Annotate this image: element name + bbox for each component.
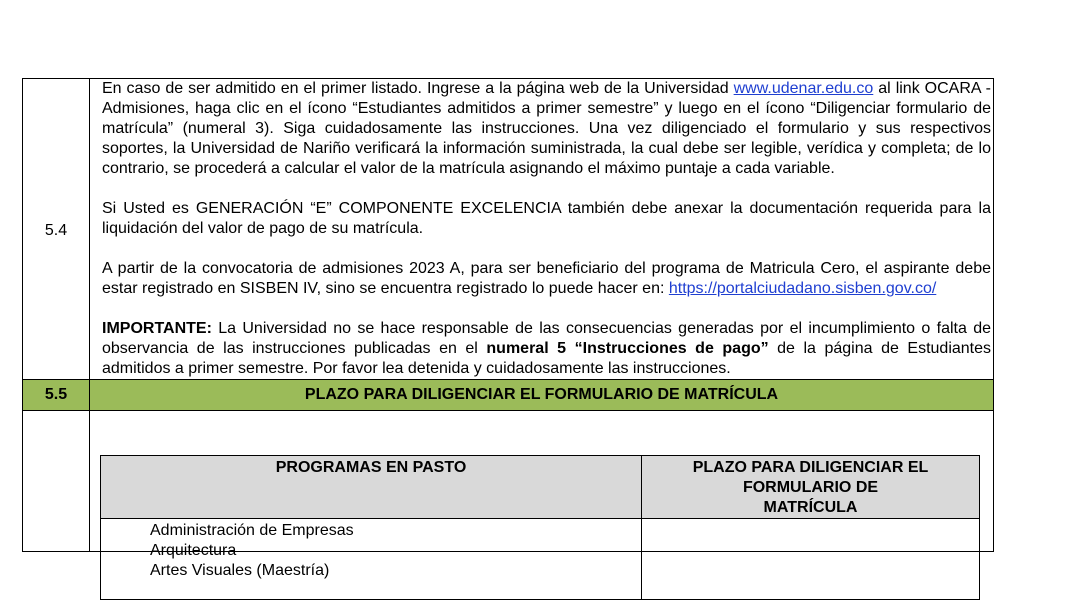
list-item: Artes Visuales (Maestría) — [150, 562, 330, 579]
programs-table-row — [101, 519, 980, 600]
paragraph-admitted: En caso de ser admitido en el primer listado. Ingrese a la página web de la Universidad www.udenar.edu.co al link OCARA - Admisiones, haga clic en el ícono “Estudiantes admitidos a primer semestre” y luego en el ícono “Diligenciar formulario de matrícula” (numeral 3). Siga cuidadosamente las instrucciones. Una vez diligenciado el formulario y sus respectivos soportes, la Universidad de Nariño verificará la información suministrada, la cual debe ser legible, verídica y completa; de lo contrario, se procederá a calcular el valor de la matrícula asignando el máximo puntaje a cada variable. — [102, 80, 991, 177]
section-content — [90, 79, 994, 380]
section-number: 5.4 — [44, 222, 68, 239]
programs-table — [100, 455, 980, 600]
program-list — [101, 519, 641, 581]
list-item: Arquitectura — [150, 542, 237, 559]
row-5-4 — [23, 79, 994, 380]
paragraph-importante: IMPORTANTE: La Universidad no se hace responsable de las consecuencias generadas por el incumplimiento o falta de observancia de las instrucciones publicadas en el numeral 5 “Instrucciones de pago” de la página de Estudiantes admitidos a primer semestre. Por favor lea detenida y cuidadosamente las instrucciones. — [102, 320, 992, 377]
udenar-link[interactable]: www.udenar.edu.co — [733, 80, 874, 97]
paragraph-sisben: A partir de la convocatoria de admisiones 2023 A, para ser beneficiario del programa de Matricula Cero, el aspirante debe estar registrado en SISBEN IV, sino se encuentra registrado lo puede hacer en: https://portalciudadano.sisben.gov.co/ — [102, 260, 991, 297]
header-deadline: PLAZO PARA DILIGENCIAR EL FORMULARIO DE MATRÍCULA — [642, 456, 980, 519]
section-title: PLAZO PARA DILIGENCIAR EL FORMULARIO DE MATRÍCULA — [90, 380, 994, 411]
header-programs: PROGRAMAS EN PASTO — [101, 456, 642, 519]
paragraph-generacion-e: Si Usted es GENERACIÓN “E” COMPONENTE EXCELENCIA también debe anexar la documentación requerida para la liquidación del valor de pago de su matrícula. — [102, 200, 991, 237]
section-number-cell — [23, 79, 90, 380]
list-item: Administración de Empresas — [150, 522, 354, 539]
deadline-cell — [642, 519, 980, 600]
row-5-5-header — [23, 380, 994, 411]
programs-table-header — [101, 456, 980, 519]
section-number: 5.5 — [23, 380, 90, 411]
sisben-link[interactable]: https://portalciudadano.sisben.gov.co/ — [668, 280, 937, 297]
